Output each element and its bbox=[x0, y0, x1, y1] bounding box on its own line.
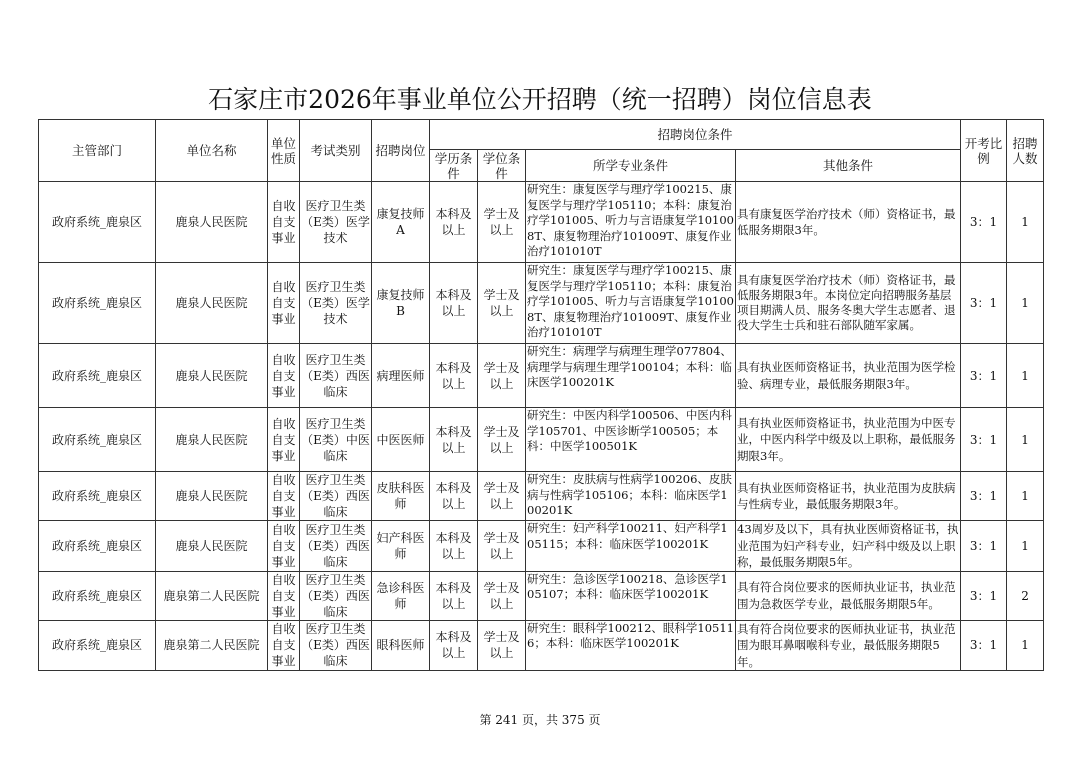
cell-nature: 自收自支事业 bbox=[268, 521, 300, 572]
cell-exam: 医疗卫生类（E类）医学技术 bbox=[300, 263, 372, 344]
cell-exam: 医疗卫生类（E类）西医临床 bbox=[300, 620, 372, 671]
cell-post: 病理医师 bbox=[372, 344, 430, 408]
header-dept: 主管部门 bbox=[39, 120, 156, 182]
cell-count: 1 bbox=[1007, 408, 1044, 472]
cell-exam: 医疗卫生类（E类）中医临床 bbox=[300, 408, 372, 472]
cell-degree: 学士及以上 bbox=[478, 521, 526, 572]
cell-ratio: 3：1 bbox=[961, 182, 1007, 263]
cell-dept: 政府系统_鹿泉区 bbox=[39, 620, 156, 671]
cell-ratio: 3：1 bbox=[961, 263, 1007, 344]
cell-nature: 自收自支事业 bbox=[268, 620, 300, 671]
table-row bbox=[39, 344, 1044, 408]
cell-nature: 自收自支事业 bbox=[268, 472, 300, 521]
cell-count: 1 bbox=[1007, 263, 1044, 344]
cell-ratio: 3：1 bbox=[961, 571, 1007, 620]
cell-dept: 政府系统_鹿泉区 bbox=[39, 344, 156, 408]
cell-major: 研究生：急诊医学100218、急诊医学105107；本科：临床医学100201K bbox=[526, 571, 736, 620]
cell-count: 2 bbox=[1007, 571, 1044, 620]
cell-count: 1 bbox=[1007, 620, 1044, 671]
cell-nature: 自收自支事业 bbox=[268, 263, 300, 344]
table-row bbox=[39, 408, 1044, 472]
table-row bbox=[39, 472, 1044, 521]
cell-exam: 医疗卫生类（E类）西医临床 bbox=[300, 521, 372, 572]
cell-dept: 政府系统_鹿泉区 bbox=[39, 521, 156, 572]
cell-edu: 本科及以上 bbox=[430, 521, 478, 572]
cell-post: 康复技师A bbox=[372, 182, 430, 263]
cell-ratio: 3：1 bbox=[961, 620, 1007, 671]
cell-major: 研究生：中医内科学100506、中医内科学105701、中医诊断学100505；本科：中医学100501K bbox=[526, 408, 736, 472]
cell-exam: 医疗卫生类（E类）西医临床 bbox=[300, 344, 372, 408]
cell-other: 具有执业医师资格证书，执业范围为中医专业，中医内科学中级及以上职称，最低服务期限3年。 bbox=[736, 408, 961, 472]
cell-unit: 鹿泉人民医院 bbox=[156, 344, 268, 408]
header-post: 招聘岗位 bbox=[372, 120, 430, 182]
cell-ratio: 3：1 bbox=[961, 344, 1007, 408]
cell-exam: 医疗卫生类（E类）西医临床 bbox=[301, 572, 370, 619]
cell-dept: 政府系统_鹿泉区 bbox=[39, 182, 156, 263]
table-row bbox=[39, 182, 1044, 263]
cell-count: 1 bbox=[1007, 521, 1044, 572]
cell-other: 43周岁及以下，具有执业医师资格证书，执业范围为妇产科专业，妇产科中级及以上职称，最低服务期限5年。 bbox=[737, 522, 959, 569]
cell-post: 妇产科医师 bbox=[372, 521, 430, 572]
cell-post: 眼科医师 bbox=[372, 620, 430, 671]
cell-degree: 学士及以上 bbox=[478, 571, 526, 620]
cell-post: 皮肤科医师 bbox=[372, 472, 430, 521]
cell-post: 急诊科医师 bbox=[372, 571, 430, 620]
recruitment-table bbox=[38, 119, 1044, 671]
cell-exam: 医疗卫生类（E类）医学技术 bbox=[300, 182, 372, 263]
header-conditions: 招聘岗位条件 bbox=[430, 120, 961, 150]
cell-degree: 学士及以上 bbox=[478, 408, 526, 472]
cell-nature: 自收自支事业 bbox=[268, 408, 300, 472]
cell-dept: 政府系统_鹿泉区 bbox=[39, 571, 156, 620]
cell-major: 研究生：康复医学与理疗学100215、康复医学与理疗学105110；本科：康复治疗学101005、听力与言语康复学101008T、康复物理治疗101009T、康复作业治疗101010T bbox=[526, 182, 736, 263]
header-ratio: 开考比例 bbox=[961, 120, 1007, 182]
cell-major: 研究生：皮肤病与性病学100206、皮肤病与性病学105106；本科：临床医学100201K bbox=[526, 472, 736, 521]
cell-nature: 自收自支事业 bbox=[268, 344, 300, 408]
cell-ratio: 3：1 bbox=[961, 521, 1007, 572]
cell-edu: 本科及以上 bbox=[430, 472, 478, 521]
header-count: 招聘人数 bbox=[1007, 120, 1044, 182]
cell-exam: 医疗卫生类（E类）西医临床 bbox=[301, 473, 370, 519]
header-major: 所学专业条件 bbox=[526, 150, 736, 182]
cell-dept: 政府系统_鹿泉区 bbox=[39, 472, 156, 521]
table-row bbox=[39, 263, 1044, 344]
cell-post: 中医医师 bbox=[372, 408, 430, 472]
cell-major: 研究生：眼科学100212、眼科学105116；本科：临床医学100201K bbox=[526, 620, 736, 671]
cell-degree: 学士及以上 bbox=[478, 620, 526, 671]
header-other: 其他条件 bbox=[736, 150, 961, 182]
page-title: 石家庄市2026年事业单位公开招聘（统一招聘）岗位信息表 bbox=[208, 85, 872, 114]
cell-edu: 本科及以上 bbox=[430, 408, 478, 472]
cell-edu: 本科及以上 bbox=[430, 344, 478, 408]
cell-edu: 本科及以上 bbox=[430, 263, 478, 344]
cell-unit: 鹿泉第二人民医院 bbox=[156, 620, 268, 671]
table-row bbox=[39, 571, 1044, 620]
header-degree: 学位条件 bbox=[478, 150, 526, 182]
cell-unit: 鹿泉人民医院 bbox=[156, 263, 268, 344]
cell-post: 康复技师B bbox=[372, 263, 430, 344]
cell-other: 具有康复医学治疗技术（师）资格证书，最低服务期限3年。 bbox=[736, 182, 961, 263]
cell-degree: 学士及以上 bbox=[478, 263, 526, 344]
header-nature: 单位性质 bbox=[268, 120, 300, 182]
page-footer: 第 241 页，共 375 页 bbox=[479, 713, 601, 727]
cell-edu: 本科及以上 bbox=[430, 182, 478, 263]
cell-degree: 学士及以上 bbox=[478, 344, 526, 408]
cell-degree: 学士及以上 bbox=[478, 472, 526, 521]
header-exam: 考试类别 bbox=[300, 120, 372, 182]
cell-other: 具有符合岗位要求的医师执业证书，执业范围为眼耳鼻咽喉科专业，最低服务期限5年。 bbox=[736, 620, 961, 671]
table-row bbox=[39, 620, 1044, 671]
cell-ratio: 3：1 bbox=[961, 408, 1007, 472]
cell-major: 研究生：妇产科学100211、妇产科学105115；本科：临床医学100201K bbox=[526, 521, 736, 572]
cell-edu: 本科及以上 bbox=[430, 620, 478, 671]
cell-dept: 政府系统_鹿泉区 bbox=[39, 263, 156, 344]
cell-ratio: 3：1 bbox=[961, 472, 1007, 521]
cell-unit: 鹿泉人民医院 bbox=[156, 521, 268, 572]
cell-count: 1 bbox=[1007, 472, 1044, 521]
cell-edu: 本科及以上 bbox=[430, 571, 478, 620]
cell-other: 具有执业医师资格证书，执业范围为皮肤病与性病专业，最低服务期限3年。 bbox=[736, 472, 961, 521]
cell-other: 具有符合岗位要求的医师执业证书，执业范围为急救医学专业，最低服务期限5年。 bbox=[736, 571, 961, 620]
cell-count: 1 bbox=[1007, 344, 1044, 408]
cell-count: 1 bbox=[1007, 182, 1044, 263]
header-edu: 学历条件 bbox=[430, 150, 478, 182]
header-unit: 单位名称 bbox=[156, 120, 268, 182]
cell-nature: 自收自支事业 bbox=[268, 182, 300, 263]
cell-unit: 鹿泉第二人民医院 bbox=[156, 571, 268, 620]
cell-other: 具有康复医学治疗技术（师）资格证书，最低服务期限3年。本岗位定向招聘服务基层项目期满人员、服务冬奥大学生志愿者、退役大学生士兵和驻石部队随军家属。 bbox=[736, 263, 961, 344]
cell-unit: 鹿泉人民医院 bbox=[156, 408, 268, 472]
cell-dept: 政府系统_鹿泉区 bbox=[39, 408, 156, 472]
cell-unit: 鹿泉人民医院 bbox=[156, 472, 268, 521]
cell-major: 研究生：病理学与病理生理学077804、病理学与病理生理学100104；本科：临床医学100201K bbox=[526, 344, 736, 408]
cell-degree: 学士及以上 bbox=[478, 182, 526, 263]
cell-other: 具有执业医师资格证书，执业范围为医学检验、病理专业，最低服务期限3年。 bbox=[736, 344, 961, 408]
table-row bbox=[39, 521, 1044, 572]
cell-major: 研究生：康复医学与理疗学100215、康复医学与理疗学105110；本科：康复治疗学101005、听力与言语康复学101008T、康复物理治疗101009T、康复作业治疗101010T bbox=[526, 263, 736, 344]
cell-unit: 鹿泉人民医院 bbox=[156, 182, 268, 263]
cell-nature: 自收自支事业 bbox=[268, 571, 300, 620]
